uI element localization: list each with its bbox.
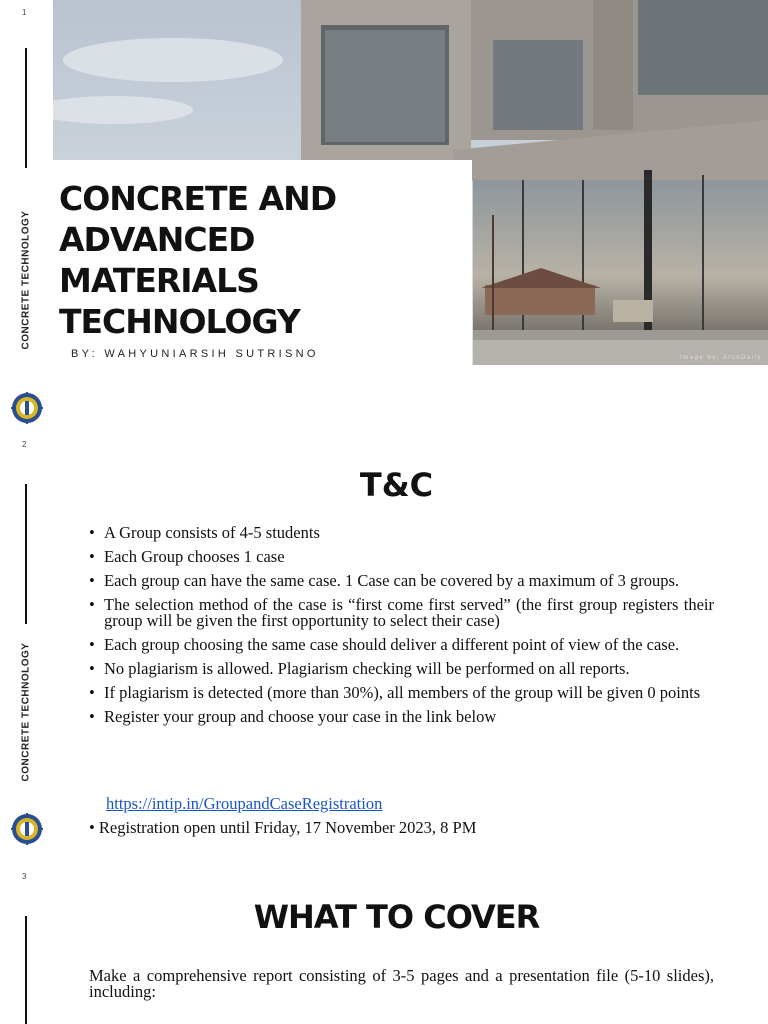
cover-title: CONCRETE AND ADVANCED MATERIALS TECHNOLOGY xyxy=(59,179,337,341)
photo-credit: Image by: ArchDaily xyxy=(680,355,762,361)
list-item: • A Group consists of 4-5 students xyxy=(89,523,320,542)
title-box xyxy=(53,160,472,365)
side-rule xyxy=(25,48,27,168)
list-item: • Each group choosing the same case should deliver a different point of view of the case. xyxy=(89,635,680,654)
side-label: CONCRETE TECHNOLOGY xyxy=(20,210,32,350)
slide-body-text: Make a comprehensive report consisting of 3-5 pages and a presentation file (5-10 slides), including: xyxy=(89,966,714,1001)
slide-number: 3 xyxy=(22,872,27,881)
side-rule xyxy=(25,484,27,624)
slide-1 xyxy=(0,0,768,367)
list-item: • No plagiarism is allowed. Plagiarism checking will be performed on all reports. xyxy=(89,659,630,678)
list-item: • Register your group and choose your case in the link below xyxy=(89,707,497,726)
slide-3 xyxy=(0,872,768,1024)
slide-number: 1 xyxy=(22,8,27,17)
terms-list xyxy=(89,525,714,733)
registration-link[interactable]: https://intip.in/GroupandCaseRegistration xyxy=(106,794,383,813)
slide-title: T&C xyxy=(359,466,434,504)
list-item: • Each Group chooses 1 case xyxy=(89,547,285,566)
author-byline: BY: WAHYUNIARSIH SUTRISNO xyxy=(71,348,319,360)
side-label: CONCRETE TECHNOLOGY xyxy=(20,642,32,782)
slide-number: 2 xyxy=(22,440,27,449)
university-logo xyxy=(11,392,43,424)
slide-2 xyxy=(0,440,768,860)
registration-deadline: • Registration open until Friday, 17 November 2023, 8 PM xyxy=(89,818,477,837)
slide-title: WHAT TO COVER xyxy=(253,898,540,936)
list-item: • The selection method of the case is “first come first served” (the first group registers their group will be given the first opportunity to select their case) xyxy=(89,595,714,630)
list-item: • Each group can have the same case. 1 Case can be covered by a maximum of 3 groups. xyxy=(89,571,679,590)
list-item: • If plagiarism is detected (more than 30%), all members of the group will be given 0 points xyxy=(89,683,701,702)
university-logo xyxy=(11,813,43,845)
registration-link-row xyxy=(106,794,382,814)
